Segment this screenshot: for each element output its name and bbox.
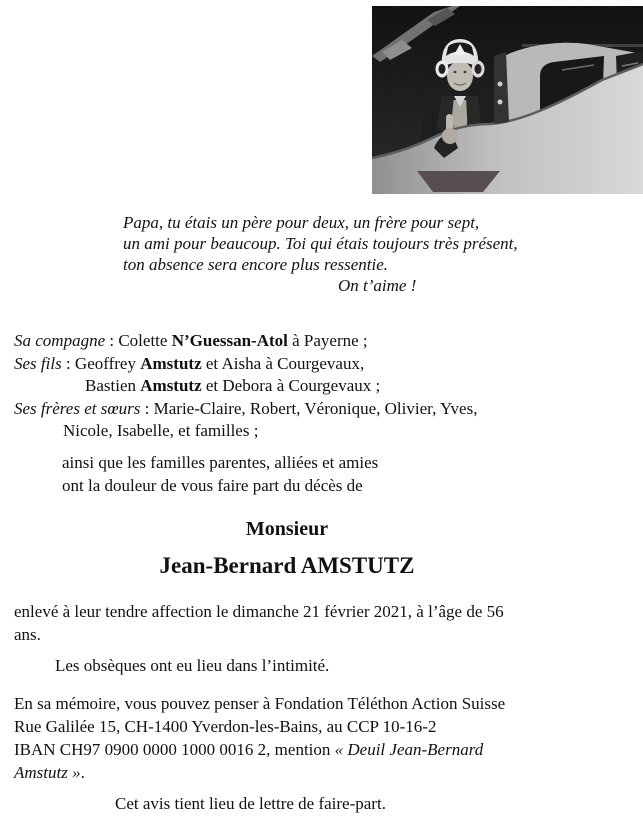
family-list [14, 330, 477, 443]
mention-italic: Amstutz » [14, 763, 81, 782]
announcement-line: ainsi que les familles parentes, alliées et amies [62, 453, 379, 472]
deceased-title: Monsieur [245, 518, 329, 540]
announcement-text [62, 452, 378, 497]
memorial-line: Rue Galilée 15, CH-1400 Yverdon-les-Bains, au CCP 10-16-2 [14, 717, 437, 736]
death-line: ans. [14, 624, 41, 644]
family-line-siblings-2: Nicole, Isabelle, et familles ; [63, 421, 259, 440]
memorial-line: Amstutz ». [14, 763, 85, 782]
cockpit-photo-illustration [372, 6, 643, 194]
funeral-notice: Les obsèques ont eu lieu dans l’intimité. [55, 656, 330, 675]
deceased-name: Jean-Bernard AMSTUTZ [159, 553, 415, 578]
closing-notice: Cet avis tient lieu de lettre de faire-part. [115, 794, 386, 813]
mention-italic: « Deuil Jean-Bernard [334, 740, 484, 759]
death-details [14, 601, 504, 646]
death-line: enlevé à leur tendre affection le dimanche 21 février 2021, à l’âge de 56 [14, 602, 504, 621]
dedication-line: ton absence sera encore plus ressentie. [123, 255, 389, 274]
dedication-signature: On t’aime ! [338, 276, 417, 295]
announcement-line: ont la douleur de vous faire part du décès de [62, 475, 363, 495]
memorial-donation-info [14, 692, 505, 784]
memorial-line: IBAN CH97 0900 0000 1000 0016 2, mention « Deuil Jean-Bernard [14, 740, 484, 759]
dedication-line: un ami pour beaucoup. Toi qui étais toujours très présent, [123, 234, 518, 253]
dedication-line: Papa, tu étais un père pour deux, un frère pour sept, [123, 213, 480, 232]
family-line-sons-2: Bastien Amstutz et Debora à Courgevaux ; [85, 376, 381, 395]
family-line-siblings: Ses frères et sœurs : Marie-Claire, Robert, Véronique, Olivier, Yves, [14, 398, 478, 418]
photo-grain [372, 6, 643, 194]
pilot-in-cockpit-photo [372, 6, 643, 194]
family-line-sons: Ses fils : Geoffrey Amstutz et Aisha à Courgevaux, [14, 353, 365, 373]
family-line-companion: Sa compagne : Colette N’Guessan-Atol à Payerne ; [14, 331, 368, 350]
memorial-line: En sa mémoire, vous pouvez penser à Fondation Téléthon Action Suisse [14, 694, 506, 713]
dedication-quote [123, 212, 518, 296]
